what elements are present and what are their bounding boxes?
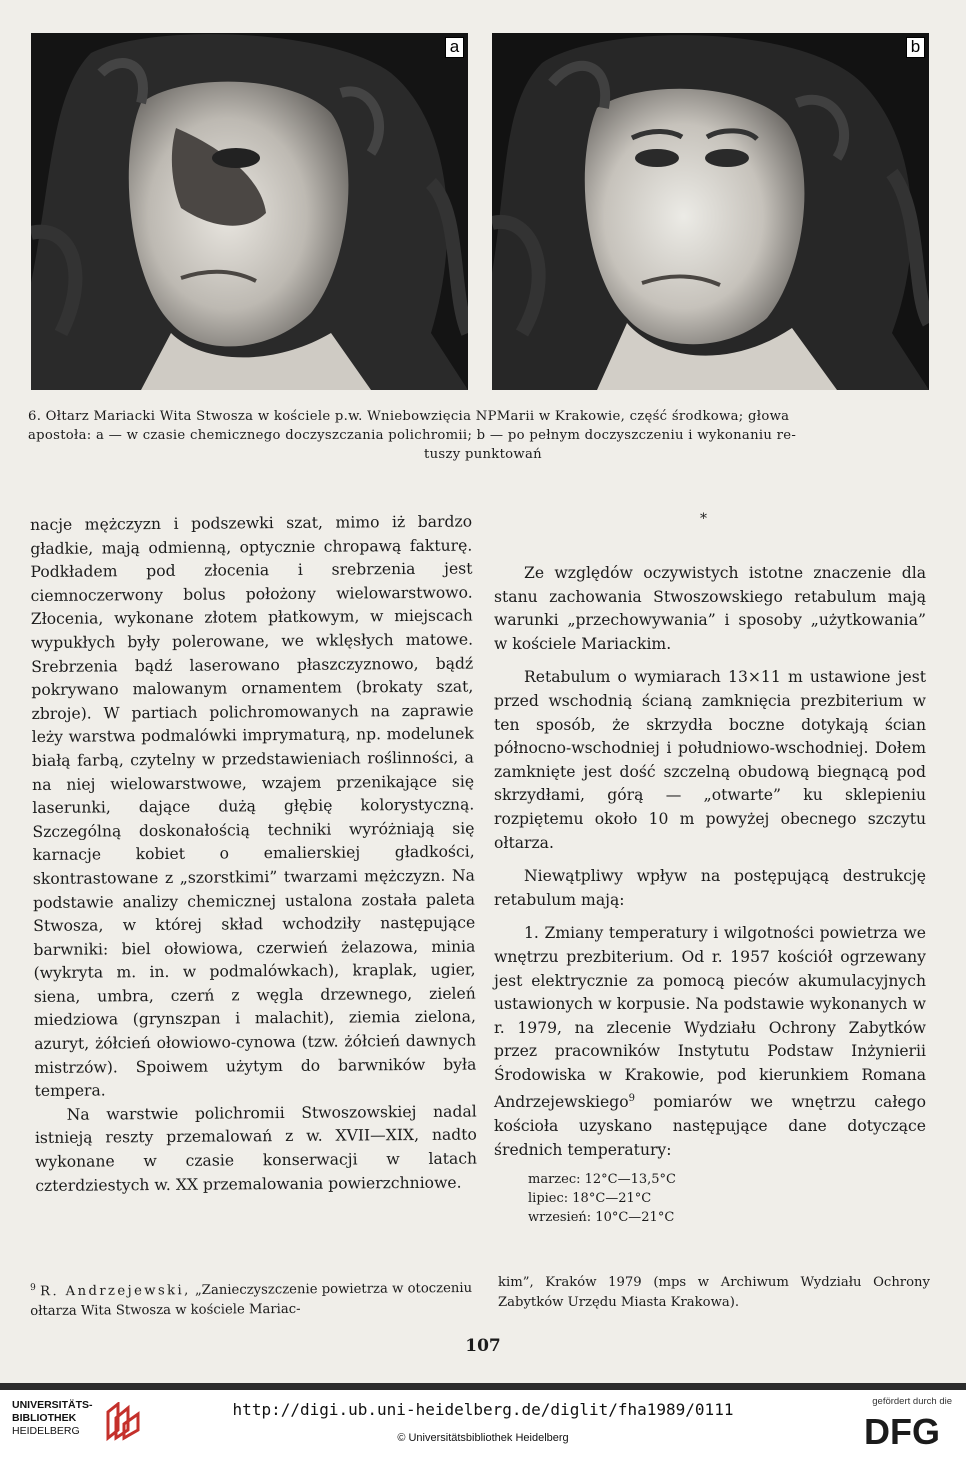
temperature-list	[528, 1170, 676, 1227]
photo-b-label: b	[906, 37, 925, 58]
right-paragraph: Retabulum o wymiarach 13×11 m ustawione jest przed wschodnią ścianą zamknięcia prezbiterium w ten sposób, że skrzydła boczne dotykają ścian północno-wschodniej i południowo-wschodniej. Dołem zamknięte jest dość szczelną obudową biegnącą pod skrzydłami, górą — „otwarte” ku sklepieniu rozpiętemu około 10 m powyżej obecnego szczytu ołtarza.	[494, 668, 926, 852]
right-column	[494, 562, 926, 1162]
permalink-url[interactable]: http://digi.ub.uni-heidelberg.de/diglit/fha1989/0111	[232, 1400, 734, 1419]
footnote-left	[30, 1275, 472, 1323]
footnote-right: kim”, Kraków 1979 (mps w Archiwum Wydziału Ochrony Zabytków Urzędu Miasta Krakowa).	[498, 1275, 930, 1310]
footnote-author: R. Andrzejewski,	[40, 1283, 191, 1300]
photo-b	[492, 33, 929, 390]
page-number: 107	[465, 1336, 501, 1356]
temperature-row: lipiec: 18°C—21°C	[528, 1191, 652, 1206]
photo-a-image	[31, 33, 468, 390]
funding-note: gefördert durch die	[872, 1396, 952, 1407]
dfg-logo[interactable]	[856, 1410, 948, 1450]
left-paragraph: Na warstwie polichromii Stwoszowskiej nadal istnieją reszty przemalowań z w. XVII—XIX, nadto wykonane w czasie konserwacji w latach czterdziestych w. XX przemalowania powierzchniowe.	[34, 1102, 478, 1195]
copyright-notice: © Universitätsbibliothek Heidelberg	[397, 1432, 569, 1444]
library-name-line: UNIVERSITÄTS-	[12, 1399, 93, 1411]
caption-line: 6. Ołtarz Mariacki Wita Stwosza w kościele p.w. Wniebowzięcia NPMarii w Krakowie, część środkowa; głowa	[28, 409, 790, 424]
left-column	[30, 511, 477, 1199]
dfg-logo-text: DFG	[864, 1411, 940, 1450]
photo-a	[31, 33, 468, 390]
right-paragraph	[494, 922, 926, 1162]
figure-caption	[28, 407, 938, 464]
section-separator: *	[700, 511, 707, 527]
photo-b-image	[492, 33, 929, 390]
temperature-row: marzec: 12°C—13,5°C	[528, 1172, 677, 1187]
digitization-footer	[0, 1390, 966, 1457]
caption-line: tuszy punktowań	[424, 447, 542, 462]
photo-a-label: a	[445, 37, 464, 58]
left-paragraph: nacje mężczyzn i podszewki szat, mimo iż bardzo gładkie, mają odmienną, optycznie chropawą fakturę. Podkładem pod złocenia i srebrzenia jest ciemnoczerwony bolus położony wielowarstwowo. Złocenia, wykonane złotem płatkowym, w miejscach wypukłych były polerowane, we wklęsłych matowe. Srebrzenia bądź laserowano płaszczyznowo, bądź pokrywano malowanym ornamentem (brokaty szat, zbroje). W partiach polichromowanych na zaprawie leży warstwa podmalówki imprymaturą, np. modelunek białą farbą, czytelny w przedstawieniach roślinności, a na niej wielowarstwowe, wzajem przenikające się laserunki, dające dużą głębię kolorystyczną. Szczególną doskonałością techniki wyróżniają się karnacje kobiet o emalierskiej gładkości, skontrastowane z „szorstkimi” twarzami mężczyzn. Na podstawie analizy chemicznej ustalona została paleta Stwosza, w której skład wchodziły następujące barwniki: biel ołowiowa, czerwień żelazowa, minia (wykryta m. in. w podmalówkach), kraplak, ugier, siena, umbra, czerń z węgla drzewnego, zieleń miedziowa (grynszpan i malachit), ziemia zielona, azuryt, żółcień ołowiowo-cynowa (tzw. żółcień dawnych mistrzów). Spoiwem użytym do barwników była tempera.	[30, 512, 477, 1101]
caption-line: apostoła: a — w czasie chemicznego doczyszczania polichromii; b — po pełnym doczyszczeniu i wykonaniu re-	[28, 428, 797, 443]
right-paragraph-text: pomiarów we wnętrzu całego kościoła uzyskano następujące dane dotyczące średnich temperatury:	[494, 1093, 926, 1159]
footnote-text: „Zanieczyszczenie powietrza w otoczeniu ołtarza Wita Stwosza w kościele Mariac-	[30, 1280, 473, 1320]
right-paragraph: Niewątpliwy wpływ na postępującą destrukcję retabulum mają:	[494, 867, 926, 909]
right-paragraph-text: 1. Zmiany temperatury i wilgotności powietrza we wnętrzu prezbiterium. Od r. 1957 kościół ogrzewany jest elektrycznie za pomocą pieców akumulacyjnych ustawionych w korpusie. Na podstawie wykonanych w r. 1979, na zlecenie Wydziału Ochrony Zabytków przez pracowników Instytutu Podstaw Inżynierii Środowiska w Krakowie, pod kierunkiem Romana Andrzejewskiego	[494, 924, 926, 1112]
right-paragraph: Ze względów oczywistych istotne znaczenie dla stanu zachowania Stwoszowskiego retabulum mają warunki „przechowywania” i sposoby „użytkowania” w kościele Mariackim.	[494, 564, 926, 653]
library-name-line: HEIDELBERG	[12, 1425, 80, 1437]
footnote-number: 9	[30, 1282, 36, 1293]
temperature-row: wrzesień: 10°C—21°C	[528, 1210, 675, 1225]
footnote-ref: 9	[628, 1093, 636, 1105]
library-name-line: BIBLIOTHEK	[12, 1412, 77, 1424]
